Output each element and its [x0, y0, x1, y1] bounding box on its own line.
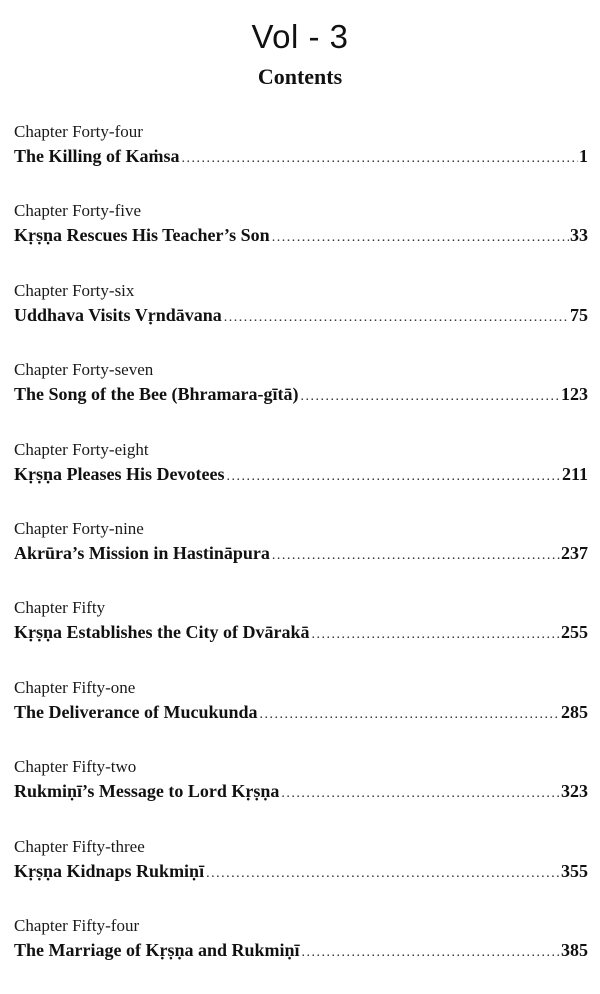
- dot-leader: [300, 384, 560, 410]
- toc-entry: [14, 121, 588, 200]
- toc-entry: [14, 518, 588, 597]
- dot-leader: [312, 622, 560, 648]
- dot-leader: [302, 940, 560, 966]
- chapter-line[interactable]: [14, 858, 588, 887]
- page-number: 1: [579, 146, 588, 166]
- chapter-number: Chapter Forty-four: [14, 122, 143, 141]
- contents-heading: Contents: [257, 64, 343, 89]
- page-number: 285: [561, 701, 588, 722]
- chapter-line[interactable]: [14, 699, 588, 728]
- chapter-title: The Song of the Bee (Bhramara-gītā): [14, 384, 299, 405]
- toc-entry: [14, 597, 588, 676]
- chapter-line[interactable]: [14, 461, 588, 490]
- toc-entry: [14, 836, 588, 915]
- dot-leader: [224, 305, 569, 331]
- chapter-line[interactable]: [14, 540, 588, 569]
- chapter-number: Chapter Fifty-three: [14, 836, 145, 856]
- dot-leader: [206, 861, 560, 887]
- table-of-contents: [14, 121, 588, 994]
- chapter-number: Chapter Fifty-four: [14, 915, 140, 935]
- page-number: 323: [561, 781, 588, 802]
- chapter-title: Kṛṣṇa Kidnaps Rukmiṇī: [14, 860, 205, 881]
- chapter-line[interactable]: [14, 302, 588, 331]
- page-number: 237: [561, 542, 588, 563]
- chapter-line[interactable]: [14, 937, 588, 966]
- chapter-title: The Marriage of Kṛṣṇa and Rukmiṇī: [14, 939, 300, 960]
- dot-leader: [272, 543, 560, 569]
- volume-title: Vol - 3: [251, 18, 349, 55]
- chapter-title: Kṛṣṇa Establishes the City of Dvārakā: [14, 622, 310, 643]
- dot-leader: [260, 702, 560, 728]
- chapter-line[interactable]: [14, 619, 588, 648]
- chapter-title: The Deliverance of Mucukunda: [14, 701, 258, 722]
- page-number: 385: [561, 939, 588, 960]
- chapter-title: The Killing of Kaṁsa: [14, 146, 180, 166]
- toc-entry: [14, 677, 588, 756]
- chapter-number: Chapter Forty-nine: [14, 518, 144, 538]
- chapter-number: Chapter Fifty-two: [14, 757, 137, 777]
- chapter-line[interactable]: [14, 381, 588, 410]
- chapter-line[interactable]: [14, 778, 588, 807]
- page-number: 355: [561, 860, 588, 881]
- chapter-title: Rukmiṇī’s Message to Lord Kṛṣṇa: [14, 781, 280, 802]
- page-number: 75: [570, 304, 588, 325]
- dot-leader: [182, 146, 578, 172]
- chapter-title: Kṛṣṇa Rescues His Teacher’s Son: [14, 225, 270, 246]
- chapter-number: Chapter Forty-six: [14, 280, 135, 300]
- dot-leader: [281, 781, 560, 807]
- toc-entry: [14, 756, 588, 835]
- page-number: 255: [561, 622, 588, 643]
- chapter-number: Chapter Forty-seven: [14, 360, 154, 380]
- chapter-line[interactable]: [14, 143, 588, 172]
- chapter-number: Chapter Forty-five: [14, 201, 141, 221]
- toc-entry: [14, 280, 588, 359]
- toc-entry: [14, 439, 588, 518]
- toc-entry: [14, 200, 588, 279]
- chapter-line[interactable]: [14, 222, 588, 251]
- dot-leader: [226, 464, 561, 490]
- chapter-title: Akrūra’s Mission in Hastināpura: [14, 542, 270, 563]
- chapter-title: Kṛṣṇa Pleases His Devotees: [14, 463, 225, 484]
- page-number: 211: [561, 463, 588, 484]
- page-number: 33: [570, 225, 588, 246]
- chapter-title: Uddhava Visits Vṛndāvana: [14, 304, 222, 325]
- chapter-number: Chapter Fifty-one: [14, 677, 136, 697]
- chapter-number: Chapter Forty-eight: [14, 439, 149, 459]
- page-number: 123: [561, 384, 588, 405]
- toc-entry: [14, 359, 588, 438]
- chapter-number: Chapter Fifty: [14, 598, 106, 618]
- toc-entry: [14, 915, 588, 994]
- dot-leader: [272, 225, 569, 251]
